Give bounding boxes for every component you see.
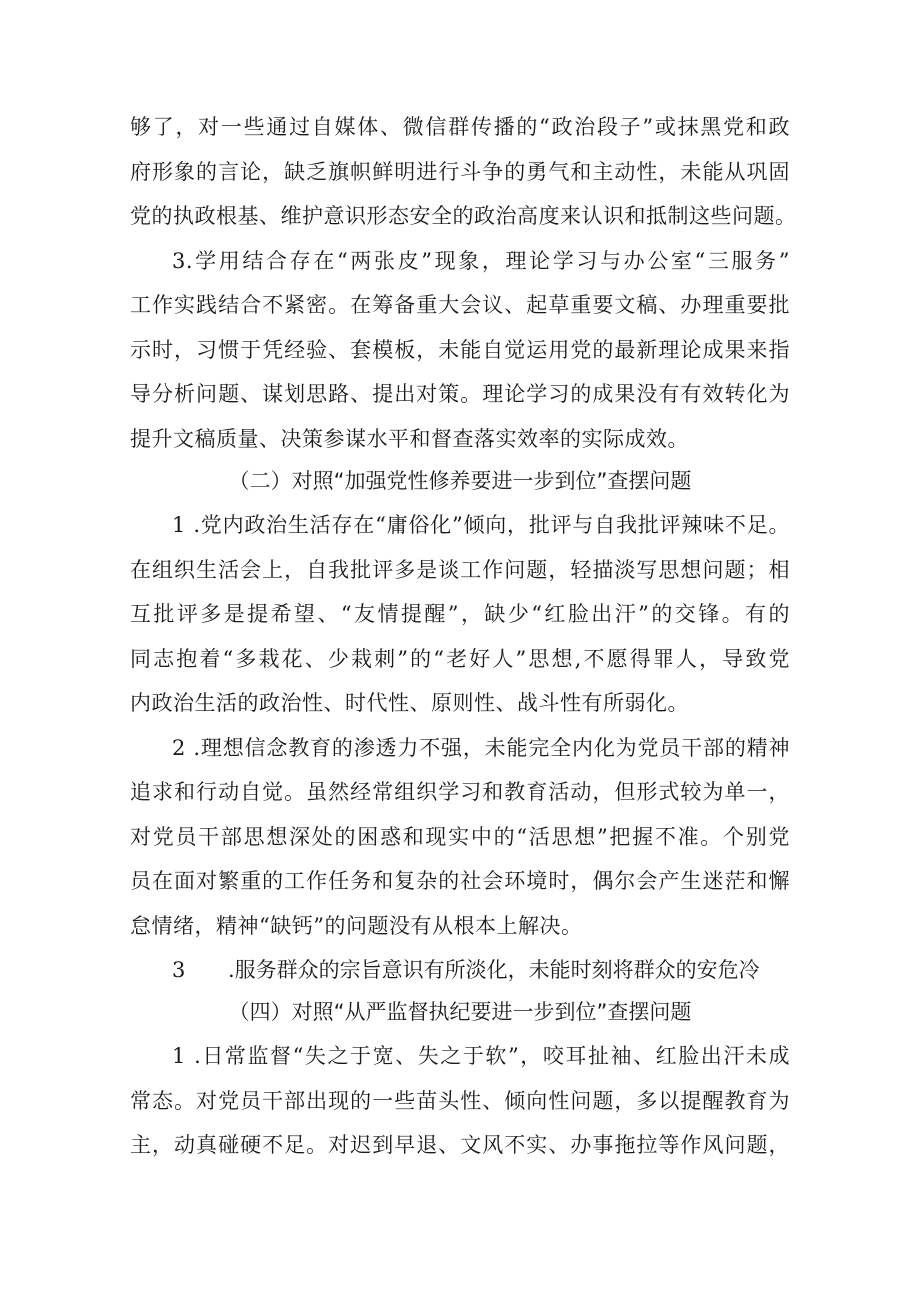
paragraph-line: 主，动真碰硬不足。对迟到早退、文风不实、办事拖拉等作风问题， — [130, 1133, 790, 1157]
paragraph-line: 工作实践结合不紧密。在筹备重大会议、起草重要文稿、办理重要批 — [130, 293, 790, 317]
paragraph-line: 提升文稿质量、决策参谋水平和督查落实效率的实际成效。 — [130, 427, 689, 451]
paragraph-line: 对党员干部思想深处的困惑和现实中的“活思想”把握不准。个别党 — [130, 825, 790, 849]
paragraph-line: 够了，对一些通过自媒体、微信群传播的“政治段子”或抹黑党和政 — [130, 115, 790, 139]
paragraph-line: 党的执政根基、维护意识形态安全的政治高度来认识和抵制这些问题。 — [130, 204, 797, 228]
paragraph-line: 导分析问题、谋划思路、提出对策。理论学习的成果没有有效转化为 — [130, 382, 790, 406]
paragraph-line: 示时，习惯于凭经验、套模板，未能自觉运用党的最新理论成果来指 — [130, 338, 790, 362]
section-heading: （四）对照“从严监督执纪要进一步到位”查摆问题 — [228, 1000, 692, 1024]
paragraph-line: 1 .日常监督“失之于宽、失之于软”，咬耳扯袖、红脸出汗未成 — [172, 1044, 790, 1068]
paragraph-line: 同志抱着“多栽花、少栽刺”的“老好人”思想,不愿得罪人，导致党 — [130, 647, 790, 671]
paragraph-line: 内政治生活的政治性、时代性、原则性、战斗性有所弱化。 — [130, 691, 689, 715]
paragraph-line: 1 .党内政治生活存在“庸俗化”倾向，批评与自我批评辣味不足。 — [172, 513, 790, 537]
paragraph-line: 2 .理想信念教育的渗透力不强，未能完全内化为党员干部的精神 — [172, 736, 790, 760]
item-text: .服务群众的宗旨意识有所淡化，未能时刻将群众的安危冷 — [228, 958, 760, 982]
paragraph-line: 怠情绪，精神“缺钙”的问题没有从根本上解决。 — [130, 914, 583, 938]
paragraph-line: 员在面对繁重的工作任务和复杂的社会环境时，偶尔会产生迷茫和懈 — [130, 869, 790, 893]
paragraph-line: 3.学用结合存在“两张皮”现象，理论学习与办公室“三服务” — [172, 249, 790, 273]
paragraph-line: 互批评多是提希望、“友情提醒”，缺少“红脸出汗”的交锋。有的 — [130, 602, 790, 626]
section-heading: （二）对照“加强党性修养要进一步到位”查摆问题 — [228, 469, 692, 493]
paragraph-line: 常态。对党员干部出现的一些苗头性、倾向性问题，多以提醒教育为 — [130, 1089, 790, 1113]
paragraph-line: 府形象的言论，缺乏旗帜鲜明进行斗争的勇气和主动性，未能从巩固 — [130, 160, 790, 184]
paragraph-line: 追求和行动自觉。虽然经常组织学习和教育活动，但形式较为单一， — [130, 780, 790, 804]
paragraph-line — [172, 955, 790, 985]
item-number: 3 — [172, 958, 186, 982]
paragraph-line: 在组织生活会上，自我批评多是谈工作问题，轻描淡写思想问题；相 — [130, 558, 790, 582]
